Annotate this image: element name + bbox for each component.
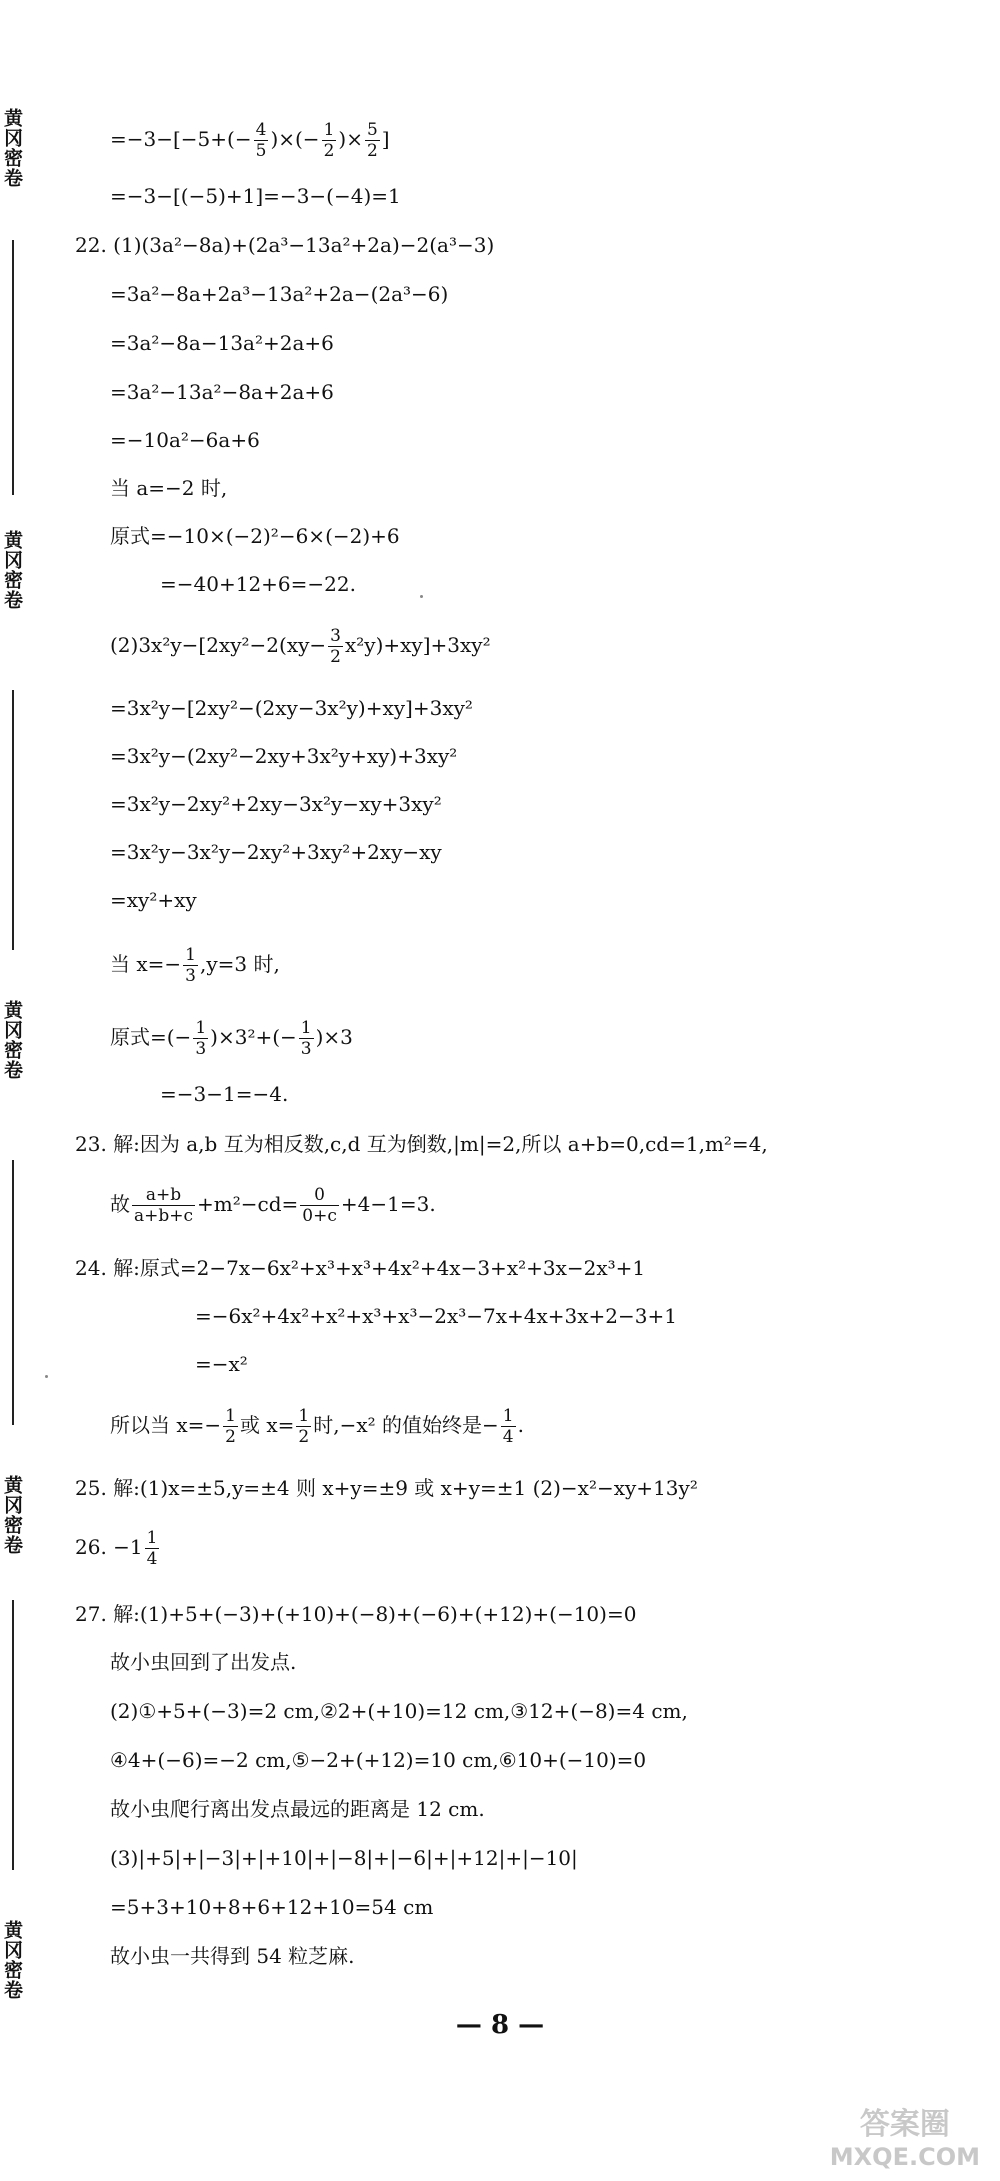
q22-line-2: =3a²−8a+2a³−13a²+2a−(2a³−6) [110, 282, 449, 306]
q21-line-1 [110, 120, 390, 161]
q22-line-1: 22. (1)(3a²−8a)+(2a³−13a²+2a)−2(a³−3) [75, 233, 495, 257]
fraction [193, 1018, 208, 1059]
scan-speck [45, 1375, 48, 1378]
sidebar-divider-1 [12, 240, 14, 495]
fraction [223, 1406, 238, 1447]
q22-part2-line-5: =3x²y−3x²y−2xy²+3xy²+2xy−xy [110, 840, 442, 864]
q23-line-1: 23. 解:因为 a,b 互为相反数,c,d 互为倒数,|m|=2,所以 a+b=0,cd=1,m²=4, [75, 1132, 768, 1156]
q22-line-7: 原式=−10×(−2)²−6×(−2)+6 [110, 524, 400, 548]
denominator: 3 [300, 1039, 312, 1059]
q27-line-2: 故小虫回到了出发点. [110, 1650, 297, 1674]
denominator: 4 [502, 1427, 514, 1447]
numerator: 1 [185, 945, 196, 965]
q22-line-4: =3a²−13a²−8a+2a+6 [110, 380, 334, 404]
q27-line-1: 27. 解:(1)+5+(−3)+(+10)+(−8)+(−6)+(+12)+(−10)=0 [75, 1602, 637, 1626]
text: x²y)+xy]+3xy² [344, 633, 491, 657]
fraction [132, 1185, 195, 1226]
sidebar-divider-3 [12, 1160, 14, 1425]
q22-part2-line-8 [110, 1018, 353, 1059]
text: =−3−[−5+(− [110, 127, 252, 151]
text: 原式=(− [110, 1025, 192, 1049]
sidebar-label-3: 黄冈密卷 [1, 1000, 23, 1080]
numerator: 1 [323, 120, 335, 140]
text: +m²−cd= [197, 1192, 299, 1216]
text: 时,−x² 的值始终是− [313, 1413, 499, 1437]
text: 或 x= [239, 1413, 295, 1437]
denominator: 2 [330, 647, 341, 667]
q22-part2-line-7 [110, 945, 280, 986]
q27-line-8: 故小虫一共得到 54 粒芝麻. [110, 1944, 355, 1968]
q22-line-3: =3a²−8a−13a²+2a+6 [110, 331, 334, 355]
text: 故 [110, 1192, 130, 1216]
text: 26. −1 [75, 1535, 143, 1559]
q22-part2-line-3: =3x²y−(2xy²−2xy+3x²y+xy)+3xy² [110, 744, 458, 768]
fraction [299, 1018, 314, 1059]
denominator: 2 [366, 141, 378, 161]
q22-part2-line-1 [110, 626, 491, 667]
denominator: 5 [255, 141, 267, 161]
fraction [328, 626, 343, 667]
sidebar-label-5: 黄冈密卷 [1, 1920, 23, 2000]
q24-line-2: =−6x²+4x²+x²+x³+x³−2x³−7x+4x+3x+2−3+1 [195, 1304, 677, 1328]
text: )×3²+(− [210, 1025, 297, 1049]
numerator: a+b [132, 1185, 195, 1206]
q27-line-7: =5+3+10+8+6+12+10=54 cm [110, 1895, 434, 1919]
q25-line-1: 25. 解:(1)x=±5,y=±4 则 x+y=±9 或 x+y=±1 (2)−x²−xy+13y² [75, 1476, 698, 1500]
q24-line-1: 24. 解:原式=2−7x−6x²+x³+x³+4x²+4x−3+x²+3x−2x³+1 [75, 1256, 646, 1280]
text: (2)3x²y−[2xy²−2(xy− [110, 633, 327, 657]
text: 当 x=− [110, 952, 182, 976]
text: ] [381, 127, 390, 151]
numerator: 1 [502, 1406, 514, 1426]
denominator: a+b+c [134, 1206, 194, 1226]
q22-line-8: =−40+12+6=−22. [160, 572, 356, 596]
numerator: 1 [225, 1406, 236, 1426]
sidebar-label-1: 黄冈密卷 [1, 108, 23, 188]
fraction [501, 1406, 516, 1447]
text: )×3 [315, 1025, 353, 1049]
sidebar-divider-2 [12, 690, 14, 950]
text: )×(− [270, 127, 320, 151]
sidebar-label-4: 黄冈密卷 [1, 1475, 23, 1555]
denominator: 2 [225, 1427, 236, 1447]
q22-line-5: =−10a²−6a+6 [110, 428, 260, 452]
q22-part2-line-6: =xy²+xy [110, 888, 197, 912]
q27-line-6: (3)|+5|+|−3|+|+10|+|−8|+|−6|+|+12|+|−10| [110, 1846, 578, 1870]
text: ,y=3 时, [199, 952, 280, 976]
text: +4−1=3. [340, 1192, 436, 1216]
fraction [296, 1406, 311, 1447]
denominator: 2 [298, 1427, 310, 1447]
numerator: 1 [146, 1528, 158, 1548]
scan-speck [420, 595, 423, 598]
denominator: 4 [146, 1549, 158, 1569]
numerator: 0 [300, 1185, 339, 1206]
q24-line-3: =−x² [195, 1352, 248, 1376]
q22-line-6: 当 a=−2 时, [110, 476, 228, 500]
fraction [145, 1528, 160, 1569]
denominator: 2 [323, 141, 335, 161]
sidebar-label-2: 黄冈密卷 [1, 530, 23, 610]
numerator: 5 [366, 120, 378, 140]
watermark-line-2: MXQE.COM [829, 2143, 980, 2171]
text: 所以当 x=− [110, 1413, 222, 1437]
q26-line-1 [75, 1528, 161, 1569]
q22-part2-line-9: =−3−1=−4. [160, 1082, 289, 1106]
text: )× [338, 127, 363, 151]
sidebar-divider-4 [12, 1600, 14, 1870]
numerator: 1 [300, 1018, 312, 1038]
q27-line-3: (2)①+5+(−3)=2 cm,②2+(+10)=12 cm,③12+(−8)=4 cm, [110, 1699, 688, 1723]
q24-line-4 [110, 1406, 524, 1447]
q22-part2-line-2: =3x²y−[2xy²−(2xy−3x²y)+xy]+3xy² [110, 696, 473, 720]
fraction [322, 120, 337, 161]
q21-line-2: =−3−[(−5)+1]=−3−(−4)=1 [110, 184, 401, 208]
denominator: 3 [185, 966, 196, 986]
fraction [365, 120, 380, 161]
page-number: — 8 — [455, 2010, 545, 2040]
denominator: 3 [195, 1039, 207, 1059]
denominator: 0+c [302, 1206, 337, 1226]
numerator: 1 [195, 1018, 207, 1038]
watermark-line-1: 答案圈 [859, 2107, 950, 2142]
numerator: 1 [298, 1406, 310, 1426]
q22-part2-line-4: =3x²y−2xy²+2xy−3x²y−xy+3xy² [110, 792, 442, 816]
numerator: 3 [330, 626, 341, 646]
numerator: 4 [255, 120, 267, 140]
q27-line-4: ④4+(−6)=−2 cm,⑤−2+(+12)=10 cm,⑥10+(−10)=0 [110, 1748, 647, 1772]
fraction [183, 945, 198, 986]
q27-line-5: 故小虫爬行离出发点最远的距离是 12 cm. [110, 1797, 485, 1821]
fraction [254, 120, 269, 161]
text: . [517, 1413, 524, 1437]
watermark [830, 2109, 980, 2173]
fraction [300, 1185, 339, 1226]
q23-line-2 [110, 1185, 436, 1226]
